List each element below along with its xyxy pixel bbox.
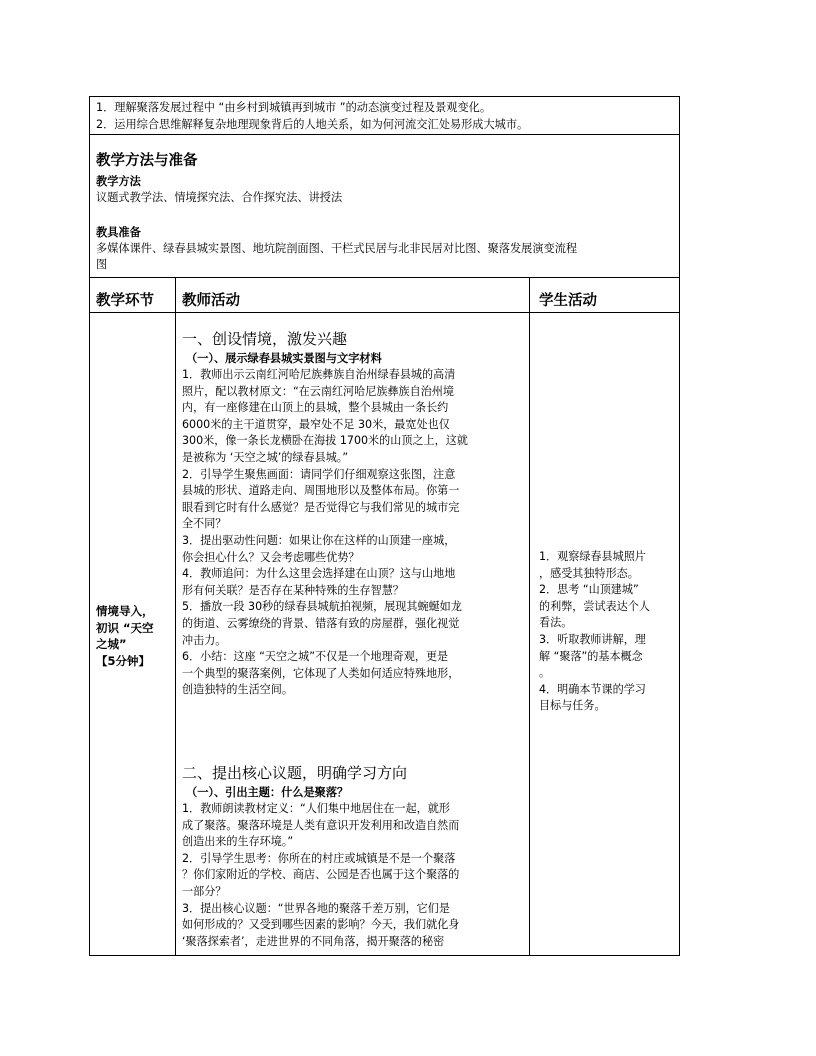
part1-line: 创造独特的生活空间。 [182, 683, 293, 697]
header-teacher: 教师活动 [182, 293, 240, 309]
part1-line: 6．小结：这座 “天空之城”不仅是一个地理奇观，更是 [182, 650, 449, 664]
part2-line: 创造出来的生存环境。” [182, 835, 294, 849]
part1-body [182, 367, 528, 699]
stage-label-line: 初识 “天空 [96, 620, 154, 635]
student-line: 看法。 [539, 616, 573, 630]
part1-line: 3．提出驱动性问题：如果让你在这样的山顶建一座城， [182, 533, 456, 547]
student-line: 1．观察绿春县城照片 [539, 550, 646, 563]
part2-line: 如何形成的？又受到哪些因素的影响？今天，我们就化身 [182, 918, 460, 932]
part1-line: 冲击力。 [182, 633, 227, 647]
part2-title: 二、提出核心议题，明确学习方向 [182, 764, 408, 782]
section-title: 教学方法与准备 [96, 153, 198, 169]
prep-heading: 教具准备 [96, 226, 141, 239]
part1-line: 6000米的主干道贯穿，最窄处不足 30米，最宽处也仅 [182, 417, 450, 431]
objective-item: 2．运用综合思维解释复杂地理现象背后的人地关系，如为何河流交汇处易形成大城市。 [96, 118, 529, 131]
part1-line: 的街道、云雾缭绕的背景、错落有致的房屋群，强化视觉 [182, 616, 460, 630]
method-heading: 教学方法 [96, 175, 141, 188]
header-student: 学生活动 [539, 293, 597, 309]
part1-line: 照片，配以教材原文：“在云南红河哈尼族彝族自治州境 [182, 384, 454, 398]
student-activity [539, 549, 677, 715]
part1-line: 一个典型的聚落案例，它体现了人类如何适应特殊地形， [182, 666, 460, 680]
student-line: 2．思考 “山顶建城” [539, 583, 639, 597]
part2-line: 2．引导学生思考：你所在的村庄或城镇是不是一个聚落 [182, 851, 456, 865]
student-line: 解 “聚落”的基本概念 [539, 649, 643, 663]
part1-line: 2．引导学生聚焦画面：请同学们仔细观察这张图，注意 [182, 467, 456, 481]
divider [90, 277, 679, 278]
part2-line: 1．教师朗读教材定义：“人们集中地居住在一起，就形 [182, 802, 450, 815]
stage-label-line: 之城” [96, 637, 127, 651]
part1-line: 眼看到它时有什么感觉？是否觉得它与我们常见的城市完 [182, 500, 460, 514]
header-stage: 教学环节 [96, 293, 154, 309]
method-text: 议题式教学法、情境探究法、合作探究法、讲授法 [96, 191, 343, 204]
column-divider [529, 277, 530, 956]
part1-line: 形有何关联？是否存在某种特殊的生存智慧？ [182, 583, 404, 597]
student-line: 。 [539, 666, 551, 680]
part2-line: 3．提出核心议题：“世界各地的聚落千差万别，它们是 [182, 901, 450, 915]
part2-line: 一部分？ [182, 884, 227, 898]
lesson-plan-table [89, 96, 680, 956]
part2-line: ‘聚落探索者’，走进世界的不同角落，揭开聚落的秘密 [182, 934, 445, 948]
part1-line: 你会担心什么？又会考虑哪些优势？ [182, 550, 360, 564]
divider [90, 134, 679, 135]
stage-label [96, 603, 166, 669]
part1-line: 全不同？ [182, 517, 227, 531]
column-divider [175, 277, 176, 956]
part1-subtitle: （一）、展示绿春县城实景图与文字材料 [186, 352, 382, 365]
prep-text: 多媒体课件、绿春县城实景图、地坑院剖面图、干栏式民居与北非民居对比图、聚落发展演变流程 [96, 242, 578, 255]
objective-item: 1．理解聚落发展过程中 “由乡村到城镇再到城市 ”的动态演变过程及景观变化。 [96, 101, 492, 114]
prep-text: 图 [96, 258, 108, 271]
student-line: 的利弊，尝试表达个人 [539, 599, 650, 613]
part1-line: 300米，像一条长龙横卧在海拔 1700米的山顶之上，这就 [182, 434, 468, 448]
part1-line: 1．教师出示云南红河哈尼族彝族自治州绿春县城的高清 [182, 368, 456, 381]
student-line: ，感受其独特形态。 [539, 566, 639, 580]
part1-line: 内，有一座修建在山顶上的县城，整个县城由一条长约 [182, 401, 449, 415]
part2-subtitle: （一）、引出主题：什么是聚落？ [186, 786, 349, 799]
part1-line: 县城的形状、道路走向、周围地形以及整体布局。你第一 [182, 484, 460, 498]
part1-line: 4．教师追问：为什么这里会选择建在山顶？这与山地地 [182, 567, 456, 581]
stage-label-line: 情境导入， [96, 604, 154, 618]
student-line: 4．明确本节课的学习 [539, 682, 646, 696]
part1-line: 是被称为 ‘天空之城’的绿春县城。” [182, 450, 349, 464]
part1-title: 一、创设情境，激发兴趣 [182, 330, 348, 348]
divider [90, 312, 679, 313]
part1-line: 5．播放一段 30秒的绿春县城航拍视频，展现其蜿蜒如龙 [182, 600, 462, 614]
student-line: 目标与任务。 [539, 699, 606, 713]
part2-line: 成了聚落。聚落环境是人类有意识开发利用和改造自然而 [182, 818, 460, 832]
student-line: 3．听取教师讲解，理 [539, 632, 646, 646]
part2-line: ？你们家附近的学校、商店、公园是否也属于这个聚落的 [182, 868, 460, 882]
stage-label-line: 【5分钟】 [96, 653, 151, 668]
part2-body [182, 801, 528, 950]
